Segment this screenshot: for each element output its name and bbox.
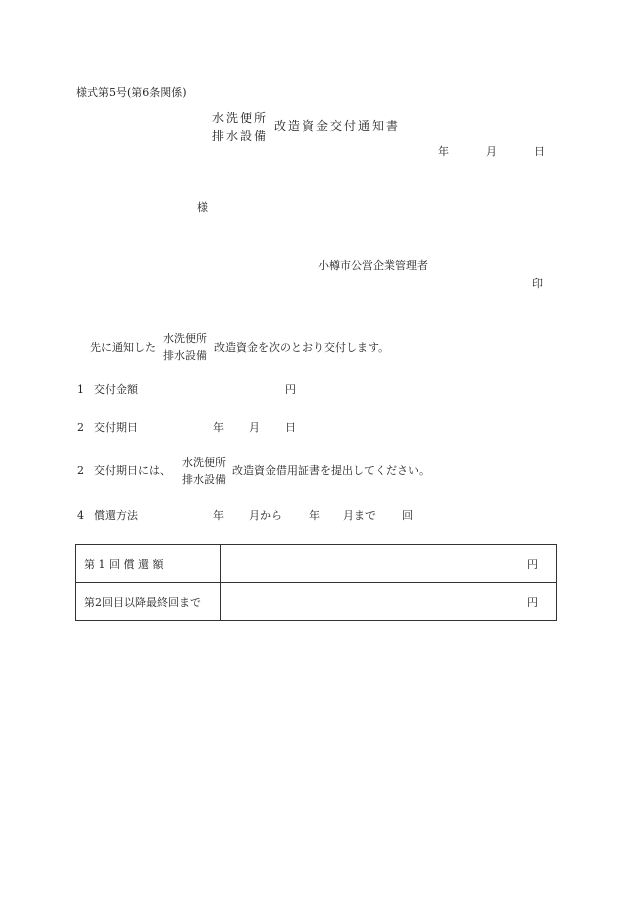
item-amount-label: 交付金額 (94, 383, 138, 396)
item-date-month: 月 (249, 421, 260, 434)
table-row (76, 545, 557, 583)
item-amount-unit: 円 (285, 383, 296, 396)
title-stack (212, 109, 268, 145)
intro-before: 先に通知した (90, 341, 156, 354)
item-date-label: 交付期日 (94, 421, 138, 434)
item-note-stack (182, 455, 226, 488)
table-row-amount: 円 (221, 583, 557, 621)
table-row-label: 第 1 回 償 還 額 (76, 545, 221, 583)
table-row-amount: 円 (221, 545, 557, 583)
repayment-table (75, 544, 557, 621)
item-date-year: 年 (213, 421, 224, 434)
table-row (76, 583, 557, 621)
item-method-label: 償還方法 (94, 509, 138, 522)
item-method-year1: 年 (213, 509, 224, 522)
date-year: 年 (438, 145, 449, 158)
intro-after: 改造資金を次のとおり交付します。 (214, 341, 390, 354)
item-date-number: 2 (77, 421, 84, 434)
issuer: 小樽市公営企業管理者 (318, 259, 428, 272)
seal: 印 (532, 277, 543, 290)
title-stack-line-2: 排水設備 (212, 129, 269, 143)
item-method-times: 回 (402, 509, 413, 522)
date-day: 日 (534, 145, 545, 158)
date-month: 月 (486, 145, 497, 158)
form-number: 様式第5号(第6条関係) (76, 86, 187, 99)
item-note-before: 交付期日には、 (94, 464, 171, 477)
item-note-stack-line-1: 水洗便所 (182, 456, 226, 469)
item-amount-number: 1 (77, 383, 84, 396)
intro-stack-line-2: 排水設備 (163, 348, 207, 362)
item-method-year2: 年 (309, 509, 320, 522)
table-row-label: 第2回目以降最終回まで (76, 583, 221, 621)
intro-stack-line-1: 水洗便所 (163, 332, 207, 345)
addressee-suffix: 様 (197, 201, 208, 214)
item-date-day: 日 (285, 421, 296, 434)
item-method-month-from: 月から (249, 509, 282, 522)
item-method-month-to: 月まで (343, 509, 376, 522)
item-note-number: 2 (77, 464, 84, 477)
item-method-number: 4 (77, 509, 84, 522)
title-stack-line-1: 水洗便所 (212, 111, 269, 125)
title-rest: 改造資金交付通知書 (274, 119, 401, 133)
intro-stack (163, 331, 207, 364)
item-note-after: 改造資金借用証書を提出してください。 (232, 464, 430, 477)
item-note-stack-line-2: 排水設備 (182, 472, 226, 486)
